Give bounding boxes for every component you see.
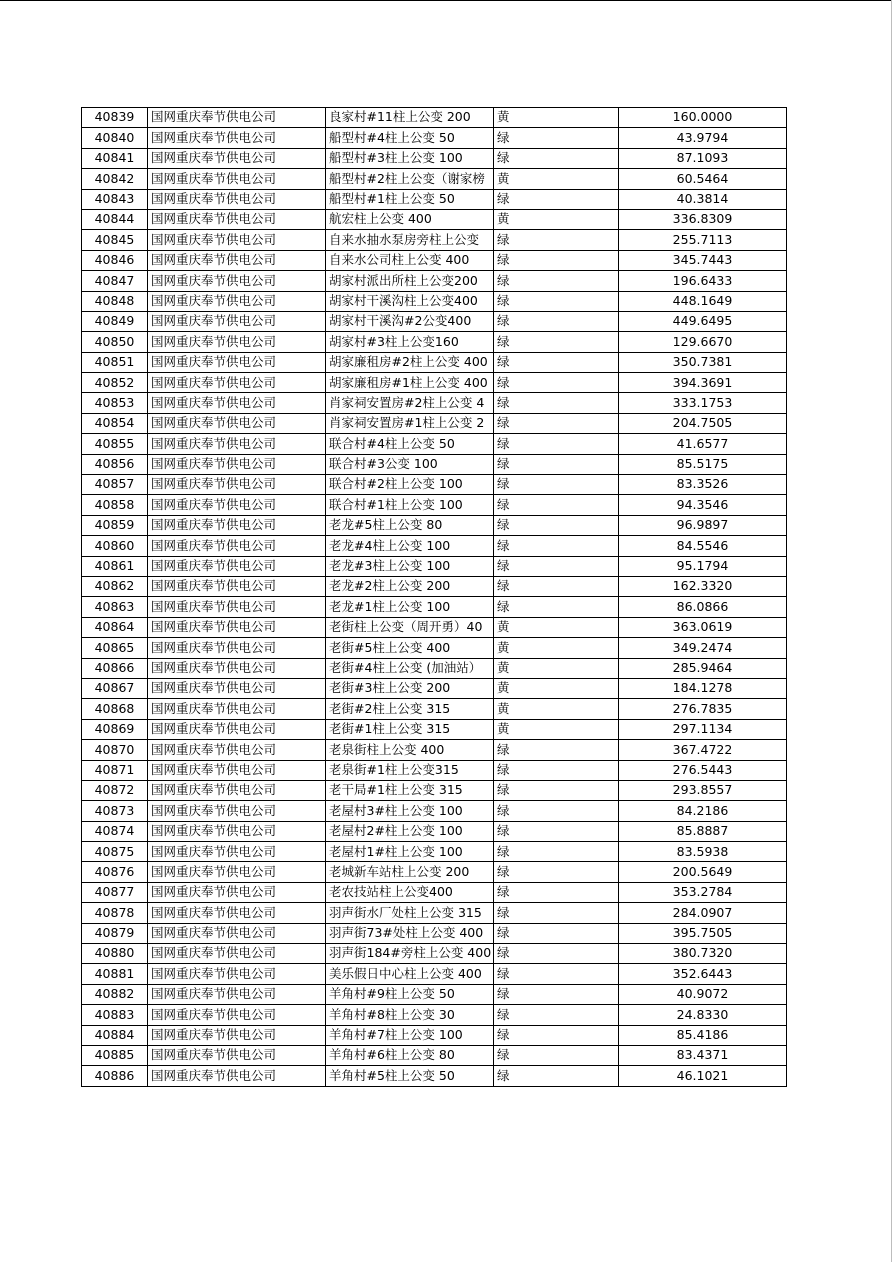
status-cell: 绿: [494, 475, 619, 495]
load-value-cell: 367.4722: [619, 740, 787, 760]
load-value-cell: 129.6670: [619, 332, 787, 352]
row-id-cell: 40854: [82, 413, 148, 433]
transformer-name-cell: 胡家廉租房#1柱上公变 400: [326, 373, 494, 393]
table-row: [82, 250, 787, 270]
status-cell: 绿: [494, 393, 619, 413]
transformer-name-cell: 良家村#11柱上公变 200: [326, 108, 494, 128]
table-row: [82, 1025, 787, 1045]
load-value-cell: 95.1794: [619, 556, 787, 576]
company-cell: 国网重庆奉节供电公司: [148, 1066, 326, 1086]
table-row: [82, 373, 787, 393]
row-id-cell: 40876: [82, 862, 148, 882]
company-cell: 国网重庆奉节供电公司: [148, 128, 326, 148]
status-cell: 绿: [494, 311, 619, 331]
company-cell: 国网重庆奉节供电公司: [148, 189, 326, 209]
table-row: [82, 495, 787, 515]
transformer-name-cell: 羊角村#5柱上公变 50: [326, 1066, 494, 1086]
transformer-name-cell: 羽声街73#处柱上公变 400: [326, 923, 494, 943]
company-cell: 国网重庆奉节供电公司: [148, 515, 326, 535]
status-cell: 绿: [494, 495, 619, 515]
table-row: [82, 597, 787, 617]
status-cell: 黄: [494, 108, 619, 128]
table-row: [82, 536, 787, 556]
row-id-cell: 40861: [82, 556, 148, 576]
row-id-cell: 40853: [82, 393, 148, 413]
company-cell: 国网重庆奉节供电公司: [148, 842, 326, 862]
transformer-name-cell: 肖家祠安置房#1柱上公变 2: [326, 413, 494, 433]
transformer-name-cell: 老龙#5柱上公变 80: [326, 515, 494, 535]
row-id-cell: 40882: [82, 984, 148, 1004]
row-id-cell: 40869: [82, 719, 148, 739]
transformer-name-cell: 老屋村2#柱上公变 100: [326, 821, 494, 841]
row-id-cell: 40862: [82, 576, 148, 596]
row-id-cell: 40839: [82, 108, 148, 128]
company-cell: 国网重庆奉节供电公司: [148, 882, 326, 902]
company-cell: 国网重庆奉节供电公司: [148, 903, 326, 923]
transformer-name-cell: 船型村#3柱上公变 100: [326, 148, 494, 168]
row-id-cell: 40866: [82, 658, 148, 678]
load-value-cell: 448.1649: [619, 291, 787, 311]
load-value-cell: 196.6433: [619, 271, 787, 291]
status-cell: 绿: [494, 413, 619, 433]
table-row: [82, 393, 787, 413]
table-row: [82, 964, 787, 984]
load-value-cell: 96.9897: [619, 515, 787, 535]
transformer-name-cell: 羽声街184#旁柱上公变 400: [326, 944, 494, 964]
table-row: [82, 332, 787, 352]
table-row: [82, 1045, 787, 1065]
row-id-cell: 40877: [82, 882, 148, 902]
table-row: [82, 311, 787, 331]
company-cell: 国网重庆奉节供电公司: [148, 250, 326, 270]
table-row: [82, 271, 787, 291]
company-cell: 国网重庆奉节供电公司: [148, 393, 326, 413]
row-id-cell: 40860: [82, 536, 148, 556]
load-value-cell: 184.1278: [619, 678, 787, 698]
company-cell: 国网重庆奉节供电公司: [148, 230, 326, 250]
company-cell: 国网重庆奉节供电公司: [148, 148, 326, 168]
table-row: [82, 617, 787, 637]
status-cell: 绿: [494, 882, 619, 902]
status-cell: 绿: [494, 515, 619, 535]
load-value-cell: 336.8309: [619, 209, 787, 229]
load-value-cell: 276.7835: [619, 699, 787, 719]
load-value-cell: 349.2474: [619, 638, 787, 658]
status-cell: 绿: [494, 373, 619, 393]
transformer-name-cell: 羊角村#9柱上公变 50: [326, 984, 494, 1004]
load-value-cell: 293.8557: [619, 780, 787, 800]
company-cell: 国网重庆奉节供电公司: [148, 1005, 326, 1025]
row-id-cell: 40847: [82, 271, 148, 291]
transformer-name-cell: 老街#3柱上公变 200: [326, 678, 494, 698]
row-id-cell: 40878: [82, 903, 148, 923]
row-id-cell: 40885: [82, 1045, 148, 1065]
table-row: [82, 128, 787, 148]
company-cell: 国网重庆奉节供电公司: [148, 475, 326, 495]
status-cell: 绿: [494, 1045, 619, 1065]
row-id-cell: 40884: [82, 1025, 148, 1045]
load-value-cell: 284.0907: [619, 903, 787, 923]
row-id-cell: 40841: [82, 148, 148, 168]
transformer-name-cell: 老街柱上公变（周开勇）40: [326, 617, 494, 637]
row-id-cell: 40883: [82, 1005, 148, 1025]
table-row: [82, 658, 787, 678]
table-row: [82, 1066, 787, 1086]
company-cell: 国网重庆奉节供电公司: [148, 1025, 326, 1045]
row-id-cell: 40846: [82, 250, 148, 270]
table-row: [82, 923, 787, 943]
status-cell: 黄: [494, 678, 619, 698]
status-cell: 绿: [494, 352, 619, 372]
load-value-cell: 449.6495: [619, 311, 787, 331]
status-cell: 绿: [494, 1005, 619, 1025]
row-id-cell: 40859: [82, 515, 148, 535]
load-value-cell: 83.4371: [619, 1045, 787, 1065]
status-cell: 绿: [494, 1066, 619, 1086]
row-id-cell: 40868: [82, 699, 148, 719]
table-row: [82, 740, 787, 760]
row-id-cell: 40864: [82, 617, 148, 637]
row-id-cell: 40865: [82, 638, 148, 658]
row-id-cell: 40880: [82, 944, 148, 964]
status-cell: 绿: [494, 332, 619, 352]
load-value-cell: 83.5938: [619, 842, 787, 862]
transformer-name-cell: 美乐假日中心柱上公变 400: [326, 964, 494, 984]
table-row: [82, 454, 787, 474]
row-id-cell: 40870: [82, 740, 148, 760]
status-cell: 绿: [494, 923, 619, 943]
row-id-cell: 40845: [82, 230, 148, 250]
row-id-cell: 40848: [82, 291, 148, 311]
transformer-name-cell: 航宏柱上公变 400: [326, 209, 494, 229]
load-value-cell: 85.8887: [619, 821, 787, 841]
transformer-name-cell: 老屋村1#柱上公变 100: [326, 842, 494, 862]
row-id-cell: 40849: [82, 311, 148, 331]
load-value-cell: 85.4186: [619, 1025, 787, 1045]
company-cell: 国网重庆奉节供电公司: [148, 373, 326, 393]
company-cell: 国网重庆奉节供电公司: [148, 271, 326, 291]
company-cell: 国网重庆奉节供电公司: [148, 1045, 326, 1065]
table-row: [82, 291, 787, 311]
transformer-name-cell: 胡家村干溪沟#2公变400: [326, 311, 494, 331]
transformer-name-cell: 羽声街水厂处柱上公变 315: [326, 903, 494, 923]
table-row: [82, 944, 787, 964]
table-row: [82, 413, 787, 433]
transformer-name-cell: 自来水抽水泵房旁柱上公变: [326, 230, 494, 250]
load-value-cell: 24.8330: [619, 1005, 787, 1025]
company-cell: 国网重庆奉节供电公司: [148, 332, 326, 352]
status-cell: 绿: [494, 821, 619, 841]
table-row: [82, 209, 787, 229]
transformer-name-cell: 老干局#1柱上公变 315: [326, 780, 494, 800]
transformer-name-cell: 老泉街#1柱上公变315: [326, 760, 494, 780]
load-value-cell: 352.6443: [619, 964, 787, 984]
company-cell: 国网重庆奉节供电公司: [148, 536, 326, 556]
company-cell: 国网重庆奉节供电公司: [148, 984, 326, 1004]
status-cell: 绿: [494, 148, 619, 168]
load-value-cell: 94.3546: [619, 495, 787, 515]
load-value-cell: 43.9794: [619, 128, 787, 148]
table-row: [82, 903, 787, 923]
table-row: [82, 230, 787, 250]
load-value-cell: 204.7505: [619, 413, 787, 433]
table-row: [82, 352, 787, 372]
table-row: [82, 719, 787, 739]
row-id-cell: 40858: [82, 495, 148, 515]
transformer-name-cell: 老农技站柱上公变400: [326, 882, 494, 902]
transformer-name-cell: 船型村#4柱上公变 50: [326, 128, 494, 148]
row-id-cell: 40844: [82, 209, 148, 229]
company-cell: 国网重庆奉节供电公司: [148, 291, 326, 311]
status-cell: 绿: [494, 271, 619, 291]
status-cell: 绿: [494, 944, 619, 964]
status-cell: 黄: [494, 617, 619, 637]
transformer-name-cell: 羊角村#6柱上公变 80: [326, 1045, 494, 1065]
company-cell: 国网重庆奉节供电公司: [148, 719, 326, 739]
status-cell: 绿: [494, 597, 619, 617]
company-cell: 国网重庆奉节供电公司: [148, 923, 326, 943]
load-value-cell: 84.5546: [619, 536, 787, 556]
row-id-cell: 40886: [82, 1066, 148, 1086]
load-value-cell: 363.0619: [619, 617, 787, 637]
status-cell: 黄: [494, 658, 619, 678]
table-row: [82, 780, 787, 800]
load-value-cell: 87.1093: [619, 148, 787, 168]
row-id-cell: 40875: [82, 842, 148, 862]
transformer-name-cell: 老泉街柱上公变 400: [326, 740, 494, 760]
company-cell: 国网重庆奉节供电公司: [148, 454, 326, 474]
table-row: [82, 801, 787, 821]
transformer-table: [81, 107, 787, 1087]
status-cell: 黄: [494, 699, 619, 719]
transformer-name-cell: 肖家祠安置房#2柱上公变 4: [326, 393, 494, 413]
load-value-cell: 380.7320: [619, 944, 787, 964]
transformer-name-cell: 羊角村#8柱上公变 30: [326, 1005, 494, 1025]
load-value-cell: 345.7443: [619, 250, 787, 270]
load-value-cell: 60.5464: [619, 169, 787, 189]
company-cell: 国网重庆奉节供电公司: [148, 801, 326, 821]
table-row: [82, 515, 787, 535]
status-cell: 绿: [494, 780, 619, 800]
company-cell: 国网重庆奉节供电公司: [148, 413, 326, 433]
company-cell: 国网重庆奉节供电公司: [148, 740, 326, 760]
status-cell: 绿: [494, 189, 619, 209]
load-value-cell: 394.3691: [619, 373, 787, 393]
company-cell: 国网重庆奉节供电公司: [148, 638, 326, 658]
status-cell: 黄: [494, 638, 619, 658]
status-cell: 绿: [494, 434, 619, 454]
company-cell: 国网重庆奉节供电公司: [148, 434, 326, 454]
load-value-cell: 46.1021: [619, 1066, 787, 1086]
status-cell: 绿: [494, 230, 619, 250]
transformer-name-cell: 老屋村3#柱上公变 100: [326, 801, 494, 821]
company-cell: 国网重庆奉节供电公司: [148, 699, 326, 719]
transformer-name-cell: 胡家村干溪沟柱上公变400: [326, 291, 494, 311]
status-cell: 绿: [494, 842, 619, 862]
transformer-name-cell: 胡家村#3柱上公变160: [326, 332, 494, 352]
transformer-name-cell: 老龙#1柱上公变 100: [326, 597, 494, 617]
status-cell: 绿: [494, 1025, 619, 1045]
status-cell: 绿: [494, 536, 619, 556]
company-cell: 国网重庆奉节供电公司: [148, 780, 326, 800]
load-value-cell: 255.7113: [619, 230, 787, 250]
table-row: [82, 678, 787, 698]
company-cell: 国网重庆奉节供电公司: [148, 964, 326, 984]
table-row: [82, 148, 787, 168]
status-cell: 绿: [494, 556, 619, 576]
page-top-border: [0, 0, 892, 1]
transformer-name-cell: 老城新车站柱上公变 200: [326, 862, 494, 882]
table-row: [82, 189, 787, 209]
status-cell: 绿: [494, 250, 619, 270]
row-id-cell: 40851: [82, 352, 148, 372]
transformer-name-cell: 羊角村#7柱上公变 100: [326, 1025, 494, 1045]
table-row: [82, 434, 787, 454]
company-cell: 国网重庆奉节供电公司: [148, 821, 326, 841]
company-cell: 国网重庆奉节供电公司: [148, 495, 326, 515]
load-value-cell: 160.0000: [619, 108, 787, 128]
transformer-name-cell: 老街#5柱上公变 400: [326, 638, 494, 658]
company-cell: 国网重庆奉节供电公司: [148, 944, 326, 964]
transformer-name-cell: 联合村#1柱上公变 100: [326, 495, 494, 515]
row-id-cell: 40850: [82, 332, 148, 352]
row-id-cell: 40852: [82, 373, 148, 393]
row-id-cell: 40843: [82, 189, 148, 209]
row-id-cell: 40840: [82, 128, 148, 148]
table-row: [82, 760, 787, 780]
load-value-cell: 200.5649: [619, 862, 787, 882]
table-row: [82, 862, 787, 882]
transformer-name-cell: 船型村#2柱上公变（谢家榜: [326, 169, 494, 189]
load-value-cell: 297.1134: [619, 719, 787, 739]
company-cell: 国网重庆奉节供电公司: [148, 576, 326, 596]
company-cell: 国网重庆奉节供电公司: [148, 862, 326, 882]
row-id-cell: 40881: [82, 964, 148, 984]
company-cell: 国网重庆奉节供电公司: [148, 617, 326, 637]
transformer-name-cell: 老龙#4柱上公变 100: [326, 536, 494, 556]
status-cell: 绿: [494, 862, 619, 882]
table-row: [82, 984, 787, 1004]
table-row: [82, 1005, 787, 1025]
table-row: [82, 842, 787, 862]
row-id-cell: 40872: [82, 780, 148, 800]
status-cell: 绿: [494, 801, 619, 821]
row-id-cell: 40874: [82, 821, 148, 841]
company-cell: 国网重庆奉节供电公司: [148, 169, 326, 189]
load-value-cell: 83.3526: [619, 475, 787, 495]
table-row: [82, 882, 787, 902]
company-cell: 国网重庆奉节供电公司: [148, 760, 326, 780]
table-row: [82, 576, 787, 596]
status-cell: 黄: [494, 209, 619, 229]
load-value-cell: 162.3320: [619, 576, 787, 596]
company-cell: 国网重庆奉节供电公司: [148, 108, 326, 128]
transformer-name-cell: 老龙#3柱上公变 100: [326, 556, 494, 576]
transformer-name-cell: 老街#4柱上公变 (加油站）: [326, 658, 494, 678]
status-cell: 绿: [494, 903, 619, 923]
transformer-name-cell: 胡家村派出所柱上公变200: [326, 271, 494, 291]
company-cell: 国网重庆奉节供电公司: [148, 556, 326, 576]
status-cell: 绿: [494, 454, 619, 474]
status-cell: 绿: [494, 128, 619, 148]
transformer-name-cell: 老街#2柱上公变 315: [326, 699, 494, 719]
transformer-name-cell: 联合村#2柱上公变 100: [326, 475, 494, 495]
row-id-cell: 40867: [82, 678, 148, 698]
status-cell: 黄: [494, 169, 619, 189]
status-cell: 绿: [494, 964, 619, 984]
load-value-cell: 41.6577: [619, 434, 787, 454]
table-row: [82, 108, 787, 128]
status-cell: 黄: [494, 719, 619, 739]
table-row: [82, 169, 787, 189]
load-value-cell: 276.5443: [619, 760, 787, 780]
row-id-cell: 40856: [82, 454, 148, 474]
load-value-cell: 285.9464: [619, 658, 787, 678]
company-cell: 国网重庆奉节供电公司: [148, 597, 326, 617]
transformer-name-cell: 自来水公司柱上公变 400: [326, 250, 494, 270]
load-value-cell: 40.9072: [619, 984, 787, 1004]
row-id-cell: 40873: [82, 801, 148, 821]
transformer-name-cell: 老街#1柱上公变 315: [326, 719, 494, 739]
row-id-cell: 40857: [82, 475, 148, 495]
table-row: [82, 556, 787, 576]
transformer-name-cell: 船型村#1柱上公变 50: [326, 189, 494, 209]
transformer-name-cell: 联合村#4柱上公变 50: [326, 434, 494, 454]
transformer-name-cell: 胡家廉租房#2柱上公变 400: [326, 352, 494, 372]
load-value-cell: 395.7505: [619, 923, 787, 943]
row-id-cell: 40863: [82, 597, 148, 617]
status-cell: 绿: [494, 760, 619, 780]
load-value-cell: 86.0866: [619, 597, 787, 617]
status-cell: 绿: [494, 291, 619, 311]
transformer-name-cell: 老龙#2柱上公变 200: [326, 576, 494, 596]
company-cell: 国网重庆奉节供电公司: [148, 311, 326, 331]
company-cell: 国网重庆奉节供电公司: [148, 658, 326, 678]
status-cell: 绿: [494, 576, 619, 596]
status-cell: 绿: [494, 984, 619, 1004]
load-value-cell: 350.7381: [619, 352, 787, 372]
table-row: [82, 699, 787, 719]
table-row: [82, 638, 787, 658]
company-cell: 国网重庆奉节供电公司: [148, 678, 326, 698]
load-value-cell: 333.1753: [619, 393, 787, 413]
table-body: [82, 108, 787, 1087]
load-value-cell: 40.3814: [619, 189, 787, 209]
status-cell: 绿: [494, 740, 619, 760]
company-cell: 国网重庆奉节供电公司: [148, 352, 326, 372]
table-row: [82, 475, 787, 495]
company-cell: 国网重庆奉节供电公司: [148, 209, 326, 229]
load-value-cell: 85.5175: [619, 454, 787, 474]
row-id-cell: 40842: [82, 169, 148, 189]
row-id-cell: 40879: [82, 923, 148, 943]
table-row: [82, 821, 787, 841]
load-value-cell: 353.2784: [619, 882, 787, 902]
row-id-cell: 40871: [82, 760, 148, 780]
row-id-cell: 40855: [82, 434, 148, 454]
transformer-name-cell: 联合村#3公变 100: [326, 454, 494, 474]
load-value-cell: 84.2186: [619, 801, 787, 821]
